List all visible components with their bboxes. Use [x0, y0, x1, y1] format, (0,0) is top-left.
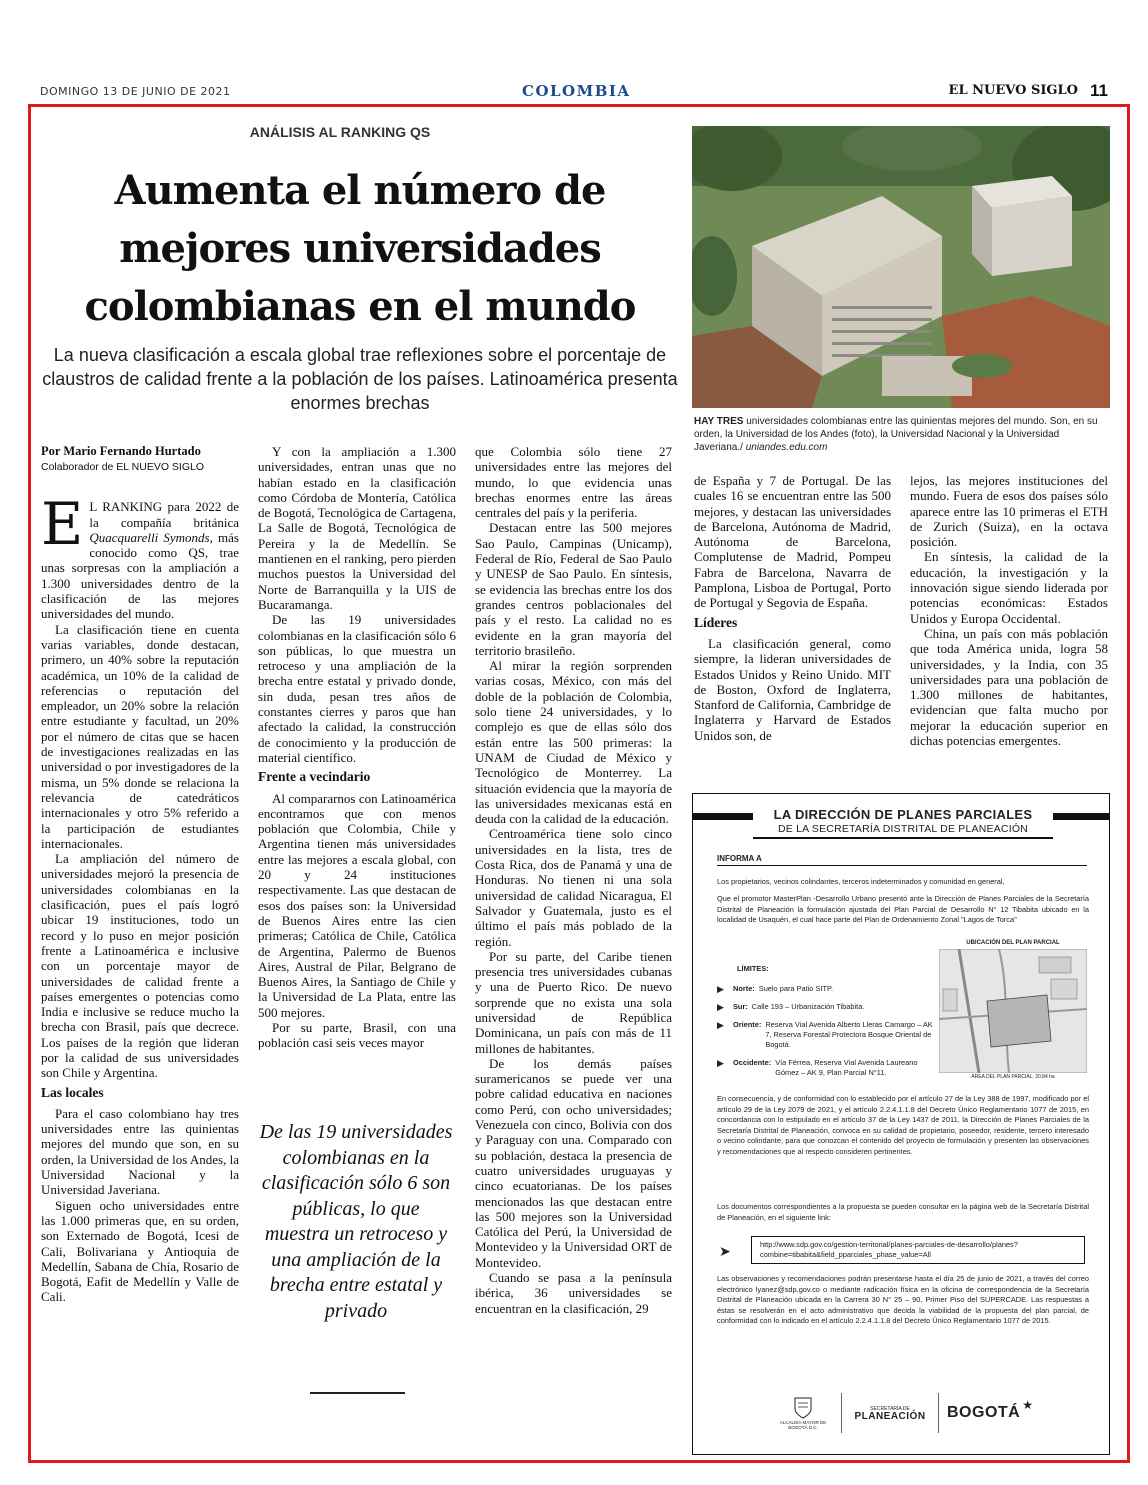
article-column-5: [910, 473, 1108, 748]
limit-sur: ▶ Sur: Calle 193 – Urbanización Tibabita.: [717, 1002, 865, 1012]
arrow-icon: ▶: [717, 1058, 724, 1068]
pull-quote-rule: [310, 1392, 405, 1394]
subhead-vecindario: Frente a vecindario: [258, 769, 371, 785]
drop-cap: E: [41, 490, 84, 559]
paragraph: Y con la ampliación a 1.300 universidades, entran unas que no habían estado en la clasificación como Córdoba de Montería, Católica de Bogotá, Tecnológica de Cartagena, La Salle de Bogotá, Tecnológica de Pereira y la de Medellín. Se mantienen en el ranking, pero pierden muchos puestos la Universidad del Norte de Barranquilla y la UIS de Bucaramanga.: [258, 444, 456, 612]
paragraph: La clasificación general, como siempre, la lideran universidades de Estados Unidos y Reino Unido. MIT de Boston, Oxford de Inglaterra, Stanford de California, Cambridge de Inglaterra y Harvard de Estados Unidos son, de: [694, 635, 891, 743]
public-notice-ad: [692, 793, 1110, 1455]
planning-link[interactable]: http://www.sdp.gov.co/gestion-territorial/planes-parciales-de-desarrollo/planes?combine=tibabita&field_pparciales_phase_value=All: [751, 1236, 1085, 1264]
paragraph: De los demás países suramericanos se puede ver una pobre calidad educativa en naciones como Perú, con ocho universidades; Venezuela con cinco, Bolivia con dos y Paraguay con una. Comparado con su población, destaca la presencia de cuatro universidades uruguayas y cinco ecuatorianas. De los países mencionados las que destacan entre las 500 mejores son la Universidad Católica del Perú, la Universidad de Montevideo y la Universidad ORT de Montevideo.: [475, 1055, 672, 1270]
paragraph: China, un país con más población que toda América unida, logra 58 universidades, y la India, con 35 universidades para una población de 1.300 millones de habitantes, evidencian que falta mucho por mejorar la educación superior en dichas potencias emergentes.: [910, 625, 1108, 749]
plan-location-map: [939, 940, 1087, 1082]
limit-occidente: ▶ Occidente: Vía Férrea, Reserva Vial Avenida Laureano Gómez – AK 9, Plan Parcial N°11.: [717, 1058, 918, 1077]
arrow-icon: ▶: [717, 984, 724, 994]
map-illustration: [939, 949, 1087, 1073]
plan-limits: [717, 964, 937, 1086]
map-title: UBICACIÓN DEL PLAN PARCIAL: [966, 940, 1060, 946]
article-deck: La nueva clasificación a escala global trae reflexiones sobre el porcentaje de claustros de calidad frente a la población de los países. Latinoamérica presenta enormes brechas: [42, 345, 678, 413]
pull-quote: De las 19 universidades colombianas en la clasificación sólo 6 son públicas, lo que muestra un retroceso y una ampliación de la brecha entre estatal y privado: [259, 1121, 453, 1322]
paragraph: Por su parte, del Caribe tienen presencia tres universidades cubanas y una de Puerto Rico. De nuevo sorprende que no exista una sola universidad de República Dominicana, un país con más de 11 millones de habitantes.: [475, 948, 672, 1056]
article-column-2: [258, 444, 456, 1051]
arrow-icon: ▶: [717, 1002, 724, 1012]
arrow-icon: ▶: [717, 1020, 724, 1030]
lead-paragraph: E L RANKING para 2022 de la compañía británica Quacquarelli Symonds, más conocido como QS, trae unas sorpresas con la ampliación a 1.300 universidades dentro de la clasificación de las mejores universidades del mundo.: [41, 490, 239, 622]
paragraph: Al mirar la región sorprenden varias cosas, México, con más del doble de la población de Colombia, solo tiene 24 universidades, y lo complejo es que de ellas sólo dos están entre las 500 primeras: la UNAM de Ciudad de México y Tecnológico de Monterrey. La situación evidencia que la mayoría de las universidades mexicanas está en deuda con la calidad de la educación.: [475, 658, 672, 827]
section-name: COLOMBIA: [522, 82, 631, 100]
campus-photo: [692, 126, 1110, 408]
article-column-4: [694, 473, 891, 743]
paragraph: Por su parte, Brasil, con una población casi seis veces mayor: [258, 1019, 456, 1051]
limit-norte: ▶ Norte: Suelo para Patio SITP.: [717, 984, 833, 994]
ad-logos: [773, 1386, 1033, 1440]
ad-paragraph-5: Las observaciones y recomendaciones podrán presentarse hasta el día 25 de junio de 2021, a través del correo electrónico lyanez@sdp.gov.co o mediante radicación física en la oficina de correspondencia de la Secretaría Distrital de Planeación ubicada en la Carrera 30 N° 25 – 90, Primer Piso del SUPERCADE. Las respuestas a éstas se resolverán en el acto administrativo que decida la viabilidad de la propuesta del plan parcial, de conformidad con lo indicado en el artículo 2.2.4.1.1.8 del Decreto Único Reglamentario 1077 de 2015.: [717, 1274, 1089, 1325]
article-kicker: ANÁLISIS AL RANKING QS: [249, 124, 431, 140]
paragraph: Siguen ocho universidades entre las 1.000 primeras que, en su orden, son Externado de Bogotá, Icesi de Cali, Bolivariana y Antioquia de Medellín, Sabana de Chía, Rosario de Bogotá, Eafit de Medellín y Valle de Cali.: [41, 1197, 239, 1305]
byline: [41, 442, 239, 475]
ad-paragraph-3: En consecuencia, y de conformidad con lo establecido por el artículo 27 de la Ley 388 de 1997, modificado por el artículo 29 de la Ley 2079 de 2021, y el artículo 2.2.4.1.1.8 del Decreto Único Reglamentario 1077 de 2015, en concordancia con lo estipulado en el artículo 37 de la Ley 1437 de 2011, la Dirección de Planes Parciales de la Secretaría Distrital de Planeación, convoca en su calidad de propietario, poseedor, residente, tercero interesado o vecino colindante, para que conozcan el contenido del proyecto de formulación y presenten las observaciones y recomendaciones que al respecto consideren pertinentes.: [717, 1094, 1089, 1156]
author-role: Colaborador de EL NUEVO SIGLO: [41, 461, 205, 473]
paragraph: Al compararnos con Latinoamérica encontramos que con menos población que Colombia, Chile y Argentina tienen más universidades entre las mejores a escala global, con 20 y 24 instituciones respectivamente. Las que destacan de esos dos países son: la Universidad de Buenos Aires entre las cien primeras; Católica de Chile, Católica de Argentina, Palermo de Buenos Aires, Austral de Pilar, Belgrano de Buenos Aires, la Santiago de Chile y la Universidad de La Plata, entre las 500 mejores.: [258, 790, 456, 1020]
paragraph: En síntesis, la calidad de la educación, la investigación y la innovación sigue siendo liderada por potencias económicas: Estados Unidos y Europa Occidental.: [910, 549, 1108, 626]
paragraph: lejos, las mejores instituciones del mundo. Fuera de esos dos países sólo aparece entre las 10 primeras el ETH de Zurich (Suiza), en la octava posición.: [910, 473, 1108, 550]
caption-body: universidades colombianas entre las quinientas mejores del mundo. Son, en su orden, la Universidad de los Andes (foto), la Universidad Nacional y la Universidad Javeriana./: [694, 416, 1098, 453]
paragraph: de España y 7 de Portugal. De las cuales 16 se encuentran entre las 500 mejores, y destacan las universidades de Barcelona, Autónoma de Madrid, Autónoma de Barcelona, Complutense de Madrid, Pompeu Fabra de Barcelona, Navarra de Pamplona, Lisboa de Portugal, Porto de Portugal y Segovia de España.: [694, 473, 891, 611]
ad-title: LA DIRECCIÓN DE PLANES PARCIALES: [753, 807, 1053, 822]
campus-photo-illustration: [692, 126, 1110, 408]
article-column-3: [475, 444, 672, 1316]
bogota-logo: BOGOTÁ: [947, 1404, 1021, 1421]
paragraph: que Colombia sólo tiene 27 universidades entre las mejores del mundo, lo que evidencia unas brechas enormes entre las áreas centrales del país y la periferia.: [475, 444, 672, 521]
issue-date: DOMINGO 13 DE JUNIO DE 2021: [40, 85, 231, 98]
limit-oriente: ▶ Oriente: Reserva Vial Avenida Alberto Lleras Camargo – AK 7, Reserva Forestal Protectora Bosque Oriental de Bogotá.: [717, 1020, 933, 1049]
author-name: Por Mario Fernando Hurtado: [41, 444, 201, 458]
paragraph: Cuando se pasa a la península ibérica, 36 universidades se encuentran en la clasificación, 29: [475, 1270, 672, 1316]
alcaldia-logo: ALCALDÍA MAYOR DE BOGOTÁ D.C.: [773, 1397, 833, 1430]
article-headline: Aumenta el número de mejores universidades colombianas en el mundo: [84, 167, 636, 330]
ad-paragraph-4: Los documentos correspondientes a la propuesta se pueden consultar en la página web de la Secretaría Distrital de Planeación, en el siguiente link:: [717, 1202, 1089, 1222]
paragraph: Destacan entre las 500 mejores Sao Paulo, Campinas (Unicamp), Federal de Río, Federal de Sao Paulo y UNESP de Sao Paulo. En síntesis, se evidencia las brechas entre los dos grandes centros poblacionales del país y el resto. La calidad no es evidente en la gran mayoría del territorio brasileño.: [475, 520, 672, 658]
paragraph: Centroamérica tiene solo cinco universidades en la lista, tres de Costa Rica, dos de Panamá y una de Honduras. No tienen ni una sola universidad de calidad Nicaragua, El Salvador y Guatemala, justo es el último el país más poblado de la región.: [475, 826, 672, 949]
coat-of-arms-icon: [794, 1397, 812, 1419]
limits-title: LÍMITES:: [737, 964, 769, 973]
page-number: 11: [1090, 81, 1108, 100]
photo-caption: [694, 415, 1108, 454]
planeacion-logo: SECRETARÍA DE PLANEACIÓN: [854, 1406, 926, 1422]
ad-paragraph-2: Que el promotor MasterPlan -Desarrollo Urbano presentó ante la Dirección de Planes Parciales de la Secretaría Distrital de Planeación la formulación ajustada del Plan Parcial de Desarrollo N° 12 Tibabita ubicado en la localidad de Usaquén, el cual hace parte del Plan de Ordenamiento Zonal "Lagos de Torca": [717, 894, 1089, 924]
ad-informa: INFORMA A: [717, 854, 1087, 866]
masthead: [40, 82, 1108, 104]
paragraph: La clasificación tiene en cuenta varias variables, donde destacan, primero, un 40% sobre la reputación académica, un 10% de la calidad de referencias o reputación del empleador, un 20% sobre la relación entre estudiante y facultad, un 20% por el número de citas que se hacen de investigaciones realizadas en las universidad o por investigadores de la misma, un 5% donde se relaciona la relevancia de catedráticos internacionales y otro 5% referido a la participación de estudiantes internacionales.: [41, 621, 239, 851]
caption-lead: HAY TRES: [694, 416, 744, 427]
logo-divider: [938, 1393, 939, 1433]
paragraph: Para el caso colombiano hay tres universidades entre las quinientas mejores del mundo que son, en su orden, la Universidad de los Andes, la Universidad Nacional y la Universidad Javeriana.: [41, 1105, 239, 1198]
article-column-1: [41, 442, 239, 1305]
paragraph: La ampliación del número de universidades mejoró la presencia de universidades colombianas en la clasificación, pues el país logró ubicar 19 instituciones, todo un record y lo puso en mejor posición frente a Latinoamérica e inclusive con un porcentaje mayor de universidades de calidad frente a países emergentes o potencias como India e inclusive se reduce mucho la brecha con Brasil, país que decrece. Los países de la región que lideran por la calidad de sus universidades son Chile y Argentina.: [41, 851, 239, 1081]
caption-credit: uniandes.edu.com: [745, 442, 828, 453]
map-caption: ÁREA DEL PLAN PARCIAL: 20,84 ha: [971, 1074, 1055, 1080]
paragraph: De las 19 universidades colombianas en la clasificación sólo 6 son públicas, lo que muestra un retroceso y una ampliación de la brecha entre estatal y privado donde, sin duda, pesan tres años de constantes cierres y paros que han afectado la calidad, la construcción de conocimiento y la producción de material científico.: [258, 612, 456, 765]
subhead-lideres: Líderes: [694, 614, 738, 630]
ad-subtitle: DE LA SECRETARÍA DISTRITAL DE PLANEACIÓN: [753, 823, 1053, 839]
subhead-locales: Las locales: [41, 1084, 104, 1100]
ad-paragraph-1: Los propietarios, vecinos colindantes, terceros indeterminados y comunidad en general,: [717, 877, 1005, 886]
star-icon: ★: [1022, 1398, 1033, 1412]
arrow-icon: ➤: [719, 1243, 731, 1259]
newspaper-name: EL NUEVO SIGLO: [948, 83, 1078, 98]
logo-divider: [841, 1393, 842, 1433]
ad-url-block: [717, 1236, 1089, 1264]
